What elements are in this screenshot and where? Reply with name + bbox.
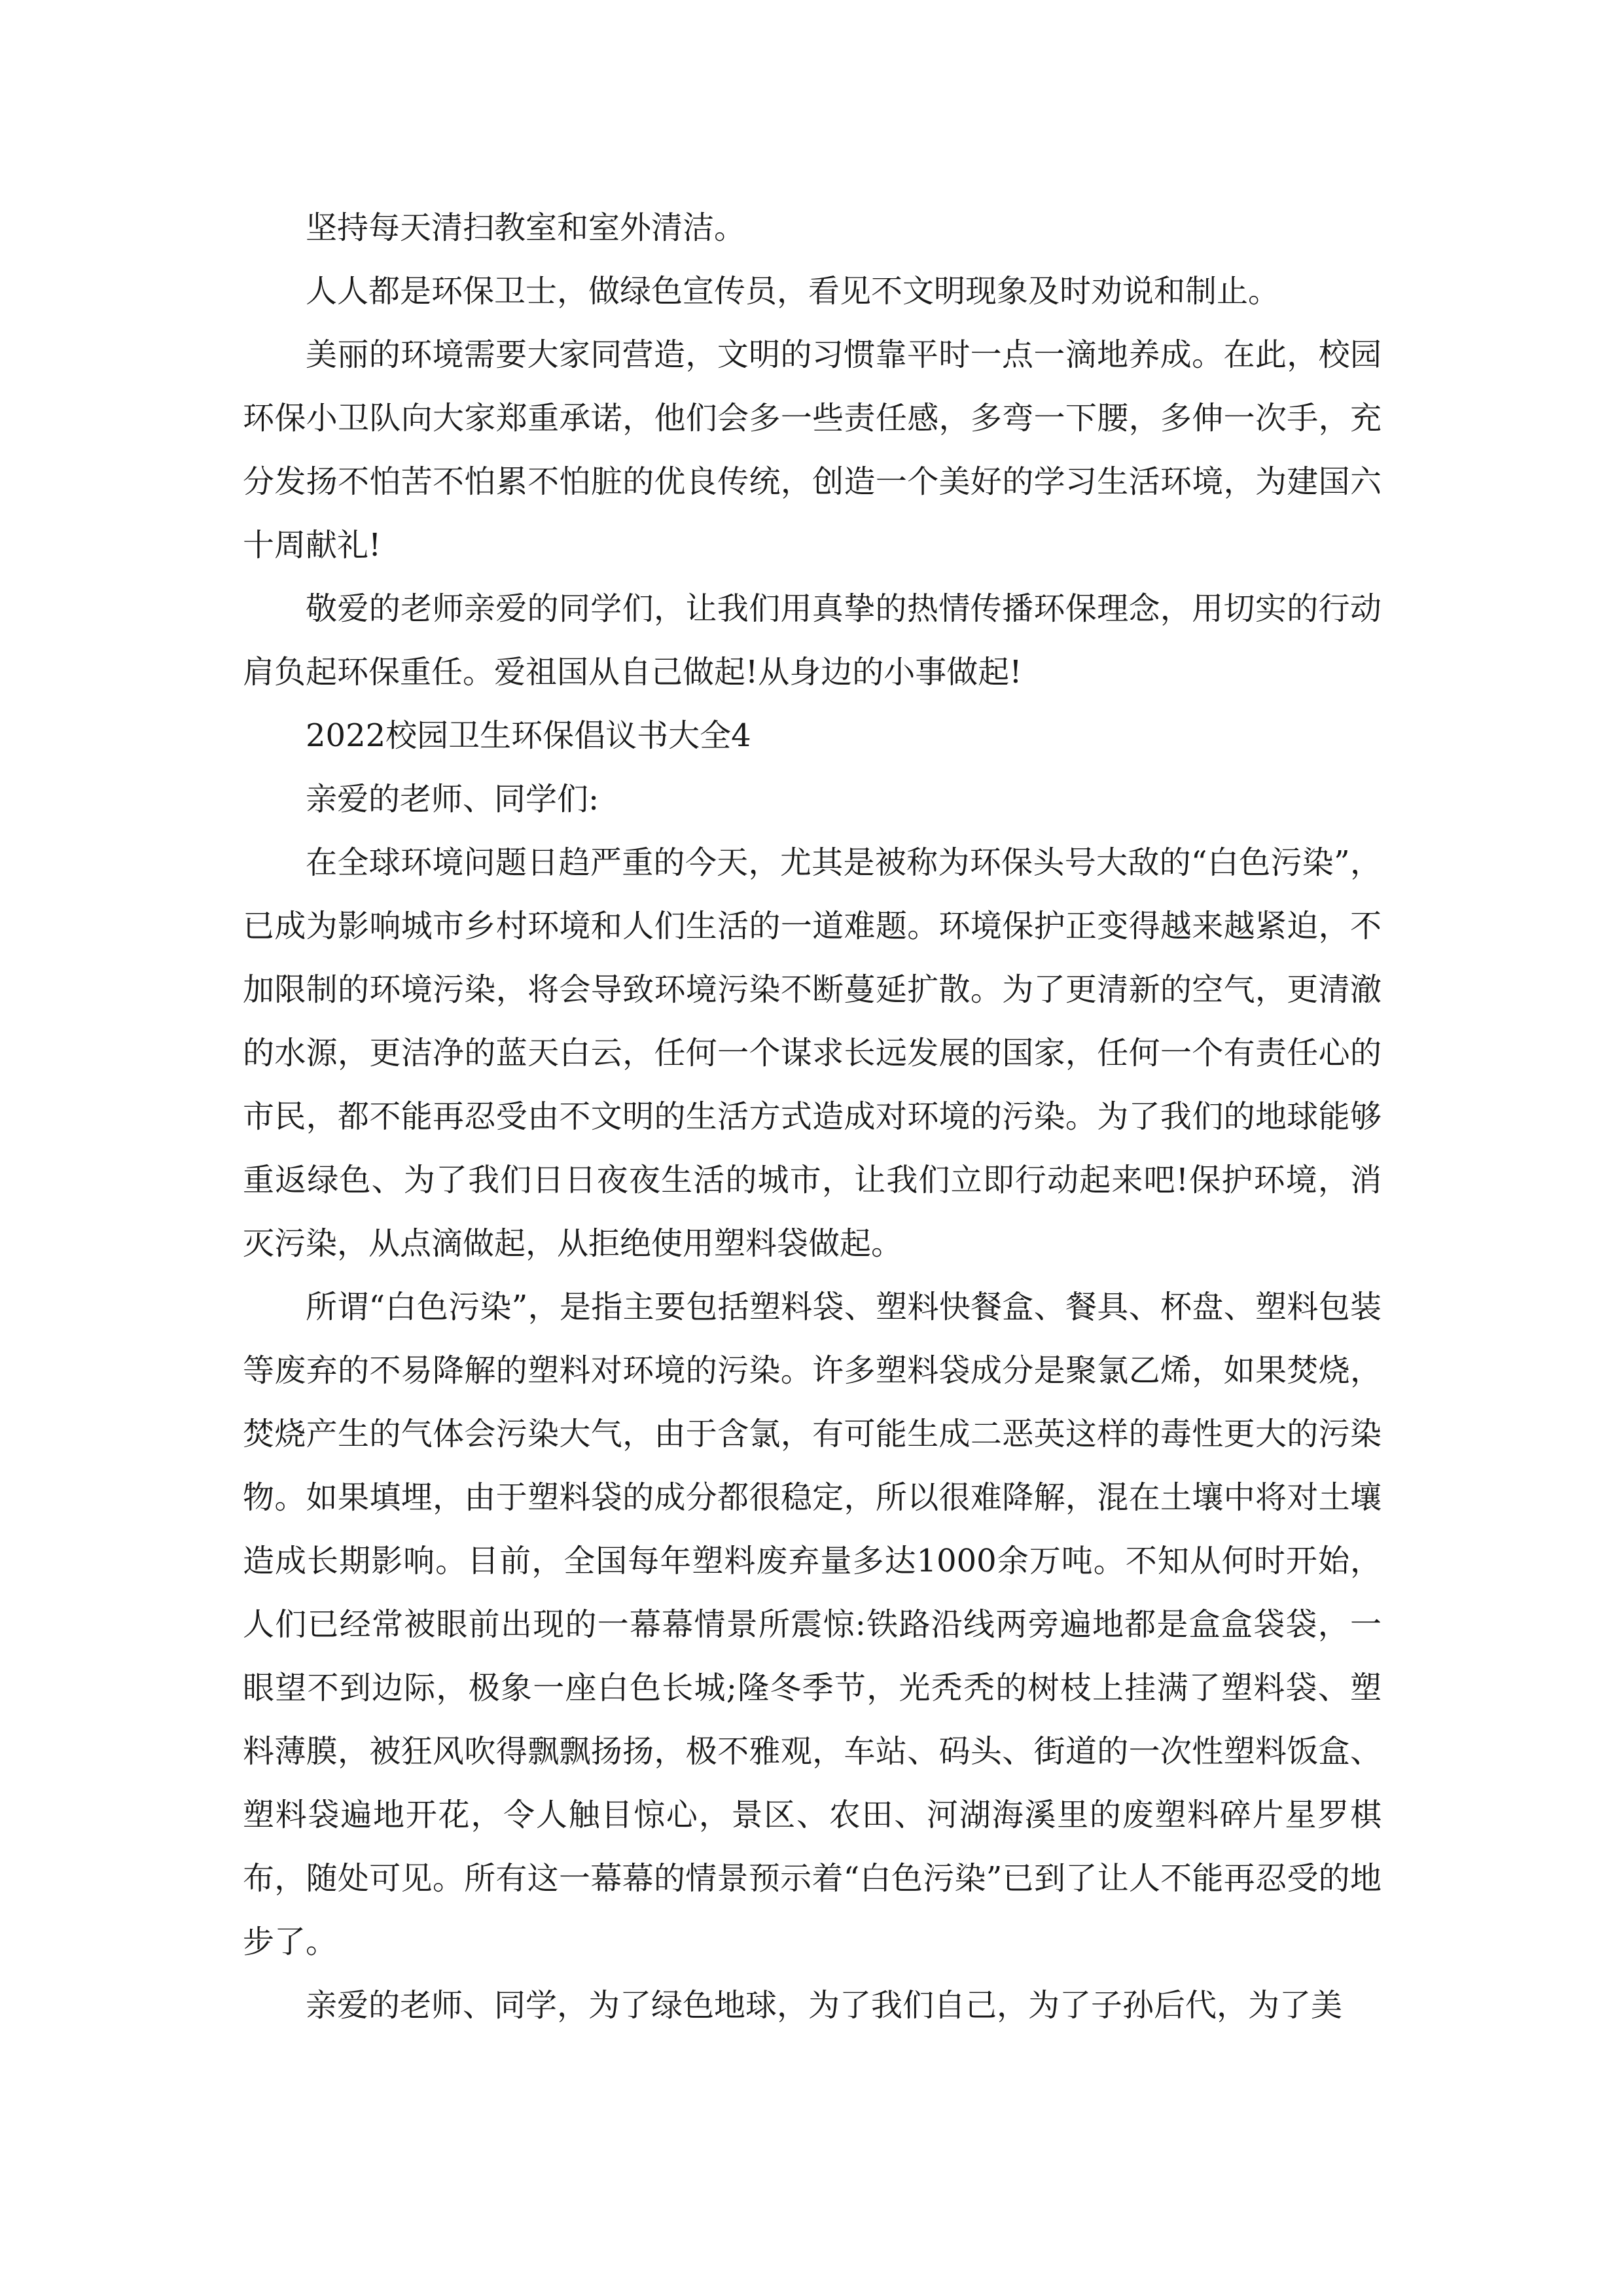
paragraph: 坚持每天清扫教室和室外清洁。 bbox=[306, 209, 746, 246]
paragraph: 美丽的环境需要大家同营造，文明的习惯靠平时一点一滴地养成。在此，校园环保小卫队向大家郑重承诺，他们会多一些责任感，多弯一下腰，多伸一次手，充分发扬不怕苦不怕累不怕脏的优良传统，创造一个美好的学习生活环境，为建国六十周献礼! bbox=[243, 336, 1382, 564]
paragraph: 在全球环境问题日趋严重的今天，尤其是被称为环保头号大敌的“白色污染”，已成为影响城市乡村环境和人们生活的一道难题。环境保护正变得越来越紧迫，不加限制的环境污染，将会导致环境污染不断蔓延扩散。为了更清新的空气，更清澈的水源，更洁净的蓝天白云，任何一个谋求长远发展的国家，任何一个有责任心的市民，都不能再忍受由不文明的生活方式造成对环境的污染。为了我们的地球能够重返绿色、为了我们日日夜夜生活的城市，让我们立即行动起来吧!保护环境，消灭污染，从点滴做起，从拒绝使用塑料袋做起。 bbox=[243, 844, 1382, 1262]
paragraph: 亲爱的老师、同学，为了绿色地球，为了我们自己，为了子孙后代，为了美 bbox=[306, 1987, 1343, 2024]
document-body bbox=[243, 196, 1382, 2037]
paragraph: 敬爱的老师亲爱的同学们，让我们用真挚的热情传播环保理念，用切实的行动肩负起环保重任。爱祖国从自己做起!从身边的小事做起! bbox=[243, 590, 1382, 691]
section-title: 2022校园卫生环保倡议书大全4 bbox=[306, 717, 751, 754]
greeting: 亲爱的老师、同学们: bbox=[306, 781, 599, 817]
paragraph: 人人都是环保卫士，做绿色宣传员，看见不文明现象及时劝说和制止。 bbox=[306, 273, 1280, 310]
paragraph: 所谓“白色污染”，是指主要包括塑料袋、塑料快餐盒、餐具、杯盘、塑料包装等废弃的不易降解的塑料对环境的污染。许多塑料袋成分是聚氯乙烯，如果焚烧，焚烧产生的气体会污染大气，由于含氯，有可能生成二恶英这样的毒性更大的污染物。如果填埋，由于塑料袋的成分都很稳定，所以很难降解，混在土壤中将对土壤造成长期影响。目前，全国每年塑料废弃量多达1000余万吨。不知从何时开始，人们已经常被眼前出现的一幕幕情景所震惊:铁路沿线两旁遍地都是盒盒袋袋，一眼望不到边际，极象一座白色长城;隆冬季节，光秃秃的树枝上挂满了塑料袋、塑料薄膜，被狂风吹得飘飘扬扬，极不雅观，车站、码头、街道的一次性塑料饭盒、塑料袋遍地开花，令人触目惊心，景区、农田、河湖海溪里的废塑料碎片星罗棋布，随处可见。所有这一幕幕的情景预示着“白色污染”已到了让人不能再忍受的地步了。 bbox=[243, 1289, 1382, 1960]
